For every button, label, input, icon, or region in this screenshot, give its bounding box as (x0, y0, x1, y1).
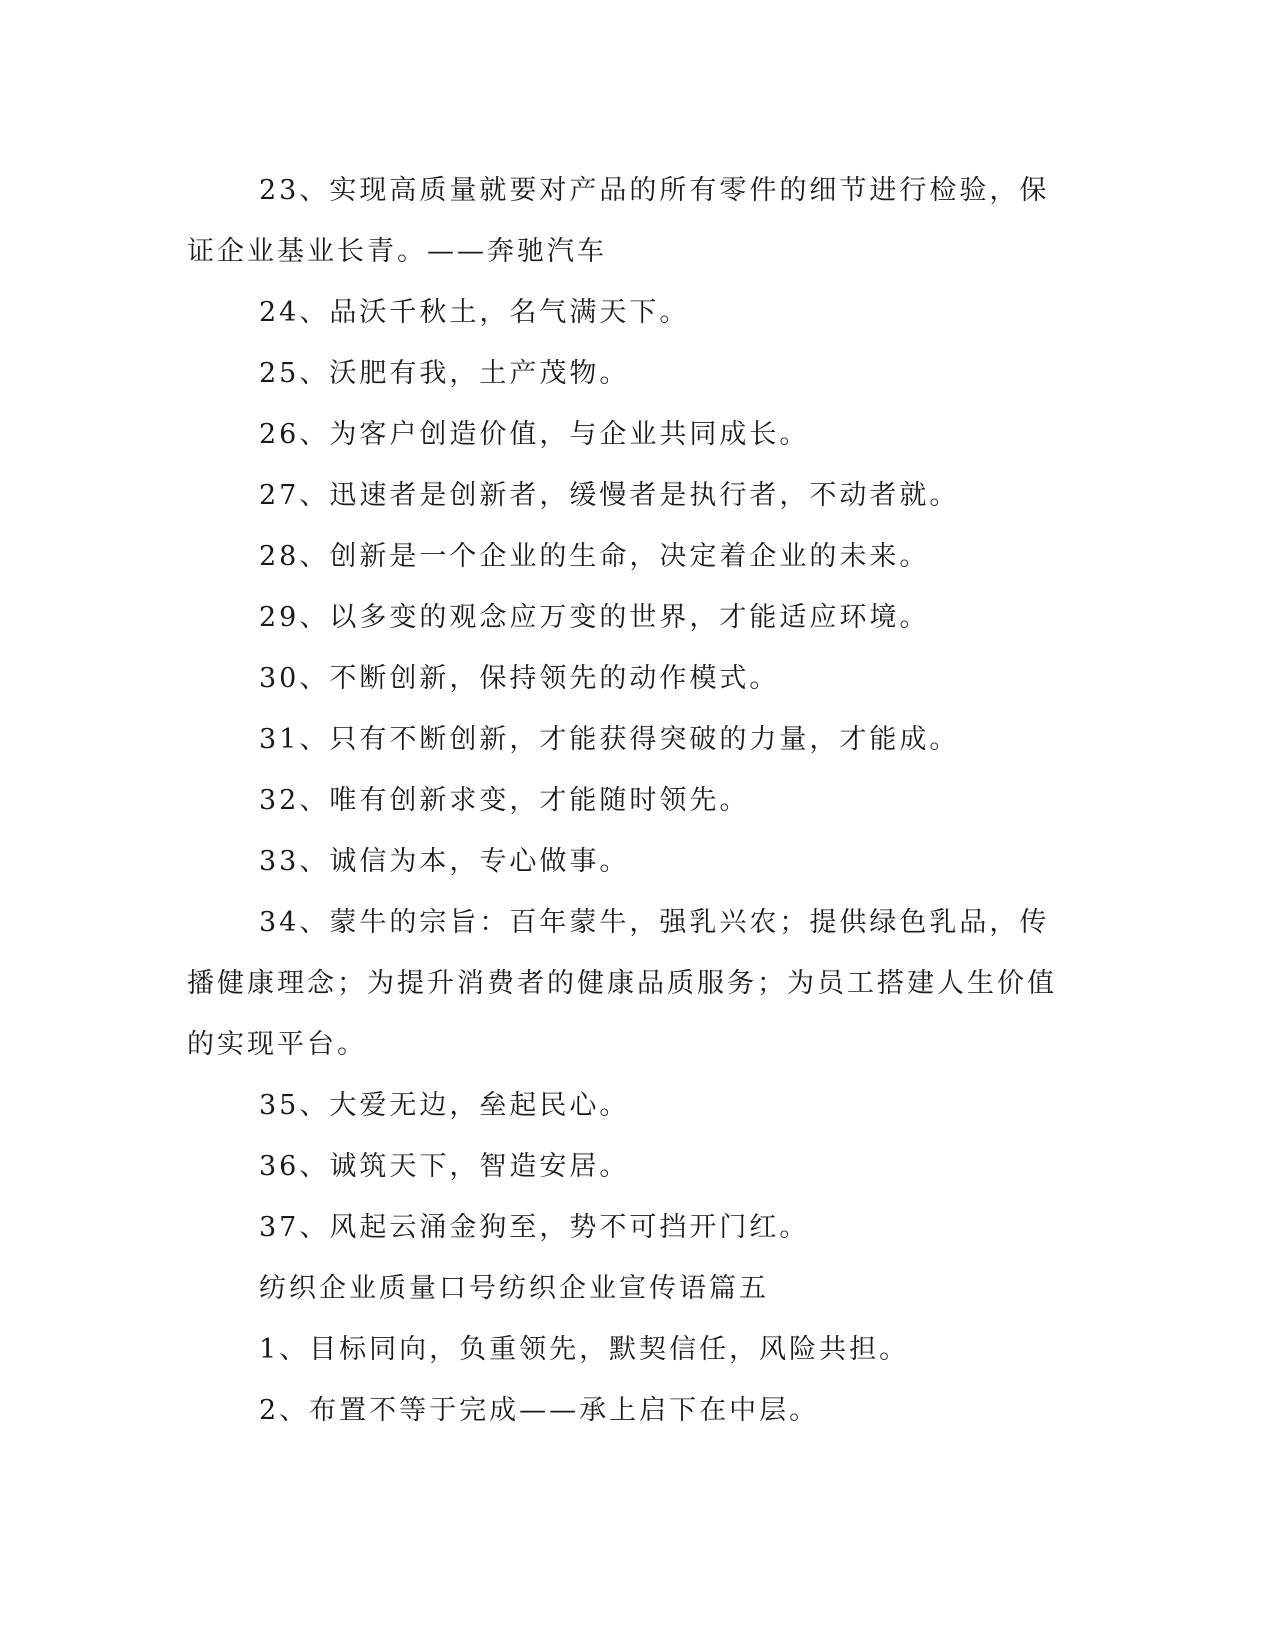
paragraph-32: 32、唯有创新求变，才能随时领先。 (259, 785, 750, 816)
paragraph-34: 34、蒙牛的宗旨：百年蒙牛，强乳兴农；提供绿色乳品，传播健康理念；为提升消费者的健康品质服务；为员工搭建人生价值的实现平台。 (187, 907, 1057, 1060)
paragraph-28: 28、创新是一个企业的生命，决定着企业的未来。 (259, 541, 930, 572)
paragraph-37: 37、风起云涌金狗至，势不可挡开门红。 (259, 1212, 810, 1243)
paragraph-35: 35、大爱无边，垒起民心。 (259, 1090, 630, 1121)
paragraph-26: 26、为客户创造价值，与企业共同成长。 (259, 419, 810, 450)
paragraph-36: 36、诚筑天下，智造安居。 (259, 1151, 630, 1182)
paragraph-2: 2、布置不等于完成——承上启下在中层。 (259, 1395, 820, 1426)
paragraph-1: 1、目标同向，负重领先，默契信任，风险共担。 (259, 1334, 910, 1365)
paragraph-27: 27、迅速者是创新者，缓慢者是执行者，不动者就。 (259, 480, 960, 511)
paragraph-33: 33、诚信为本，专心做事。 (259, 846, 630, 877)
paragraph-30: 30、不断创新，保持领先的动作模式。 (259, 663, 780, 694)
section-heading: 纺织企业质量口号纺织企业宣传语篇五 (259, 1273, 769, 1304)
document-body (187, 160, 1067, 1441)
paragraph-23: 23、实现高质量就要对产品的所有零件的细节进行检验，保证企业基业长青。——奔驰汽车 (187, 175, 1050, 267)
paragraph-24: 24、品沃千秋土，名气满天下。 (259, 297, 690, 328)
paragraph-29: 29、以多变的观念应万变的世界，才能适应环境。 (259, 602, 930, 633)
paragraph-31: 31、只有不断创新，才能获得突破的力量，才能成。 (259, 724, 960, 755)
paragraph-25: 25、沃肥有我，土产茂物。 (259, 358, 630, 389)
